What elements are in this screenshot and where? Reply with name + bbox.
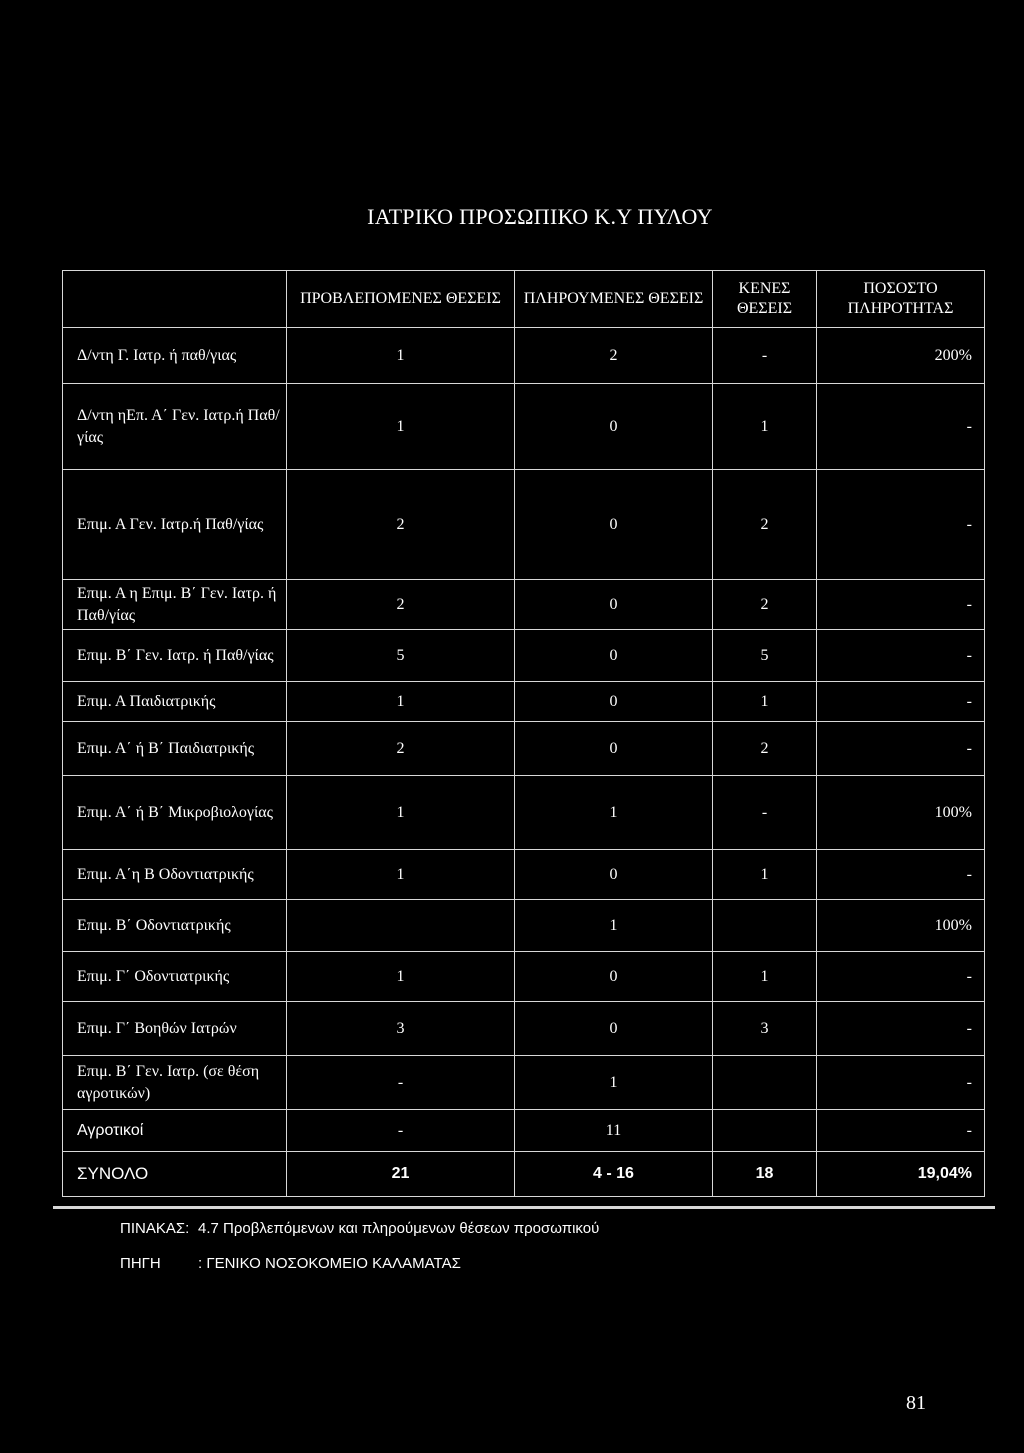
total-label: ΣΥΝΟΛΟ [63, 1152, 287, 1197]
cell-provlepomenes: 2 [287, 580, 515, 630]
table-row [63, 1110, 985, 1152]
cell-pososto: - [817, 470, 985, 580]
cell-plirоumenes: 0 [515, 470, 713, 580]
cell-plirоumenes: 1 [515, 776, 713, 850]
caption-source-label: ΠΗΓΗ [120, 1255, 161, 1272]
cell-provlepomenes: 3 [287, 1002, 515, 1056]
cell-plirоumenes: 1 [515, 900, 713, 952]
cell-pososto: 100% [817, 776, 985, 850]
cell-kenes: 2 [713, 722, 817, 776]
table-row [63, 384, 985, 470]
cell-provlepomenes [287, 900, 515, 952]
cell-kenes: 2 [713, 580, 817, 630]
total-kenes: 18 [713, 1152, 817, 1197]
cell-kenes: 1 [713, 384, 817, 470]
cell-pososto: - [817, 580, 985, 630]
row-label: Επιμ. Γ΄ Οδοντιατρικής [63, 952, 287, 1002]
cell-kenes: 1 [713, 952, 817, 1002]
cell-kenes [713, 900, 817, 952]
row-label: Επιμ. Α Γεν. Ιατρ.ή Παθ/γίας [63, 470, 287, 580]
cell-kenes: 1 [713, 682, 817, 722]
table-row [63, 630, 985, 682]
cell-provlepomenes: 5 [287, 630, 515, 682]
header-label [63, 271, 287, 328]
row-label: Επιμ. Β΄ Οδοντιατρικής [63, 900, 287, 952]
row-label: Επιμ. Β΄ Γεν. Ιατρ. ή Παθ/γίας [63, 630, 287, 682]
cell-provlepomenes: 1 [287, 384, 515, 470]
cell-plirоumenes: 0 [515, 682, 713, 722]
row-label: Επιμ. Α΄ ή Β΄ Παιδιατρικής [63, 722, 287, 776]
total-plirоumenes: 4 - 16 [515, 1152, 713, 1197]
cell-pososto: - [817, 1056, 985, 1110]
table-caption [120, 1220, 599, 1237]
table-header-row [63, 271, 985, 328]
cell-plirоumenes: 0 [515, 1002, 713, 1056]
cell-plirоumenes: 0 [515, 850, 713, 900]
table-row [63, 682, 985, 722]
cell-provlepomenes: 1 [287, 952, 515, 1002]
cell-pososto: - [817, 952, 985, 1002]
header-provlepomenes: ΠΡΟΒΛΕΠΟΜΕΝΕΣ ΘΕΣΕΙΣ [287, 271, 515, 328]
cell-kenes [713, 1110, 817, 1152]
table-bottom-rule [53, 1206, 995, 1209]
row-label: Δ/ντη Γ. Ιατρ. ή παθ/γιας [63, 328, 287, 384]
table-row [63, 1056, 985, 1110]
source-caption [120, 1255, 461, 1272]
table-row [63, 850, 985, 900]
row-label: Επιμ. Α΄ ή Β΄ Μικροβιολογίας [63, 776, 287, 850]
cell-kenes: - [713, 776, 817, 850]
row-label: Επιμ. Α΄η Β Οδοντιατρικής [63, 850, 287, 900]
cell-kenes: 2 [713, 470, 817, 580]
staff-table-container [62, 270, 984, 1197]
cell-provlepomenes: 1 [287, 682, 515, 722]
cell-provlepomenes: 2 [287, 722, 515, 776]
cell-plirоumenes: 0 [515, 630, 713, 682]
cell-pososto: - [817, 384, 985, 470]
cell-plirоumenes: 2 [515, 328, 713, 384]
header-pososto: ΠΟΣΟΣΤΟ ΠΛΗΡΟΤΗΤΑΣ [817, 271, 985, 328]
row-label: Επιμ. Γ΄ Βοηθών Ιατρών [63, 1002, 287, 1056]
cell-kenes: 5 [713, 630, 817, 682]
row-label: Επιμ. Β΄ Γεν. Ιατρ. (σε θέση αγροτικών) [63, 1056, 287, 1110]
cell-plirоumenes: 0 [515, 722, 713, 776]
caption-source-text: : ΓΕΝΙΚΟ ΝΟΣΟΚΟΜΕΙΟ ΚΑΛΑΜΑΤΑΣ [198, 1255, 461, 1272]
row-label: Επιμ. Α Παιδιατρικής [63, 682, 287, 722]
cell-pososto: - [817, 1002, 985, 1056]
table-row [63, 328, 985, 384]
total-row [63, 1152, 985, 1197]
cell-plirоumenes: 11 [515, 1110, 713, 1152]
cell-provlepomenes: 1 [287, 776, 515, 850]
cell-plirоumenes: 1 [515, 1056, 713, 1110]
table-row [63, 776, 985, 850]
staff-table [62, 270, 985, 1197]
cell-plirоumenes: 0 [515, 952, 713, 1002]
table-row [63, 470, 985, 580]
caption-table-text: 4.7 Προβλεπόμενων και πληρούμενων θέσεων προσωπικού [198, 1220, 600, 1237]
table-row [63, 580, 985, 630]
cell-pososto: - [817, 1110, 985, 1152]
caption-table-label: ΠΙΝΑΚΑΣ: [120, 1220, 190, 1237]
cell-pososto: - [817, 630, 985, 682]
header-kenes: ΚΕΝΕΣ ΘΕΣΕΙΣ [713, 271, 817, 328]
cell-provlepomenes: - [287, 1056, 515, 1110]
cell-provlepomenes: 1 [287, 850, 515, 900]
cell-kenes: 3 [713, 1002, 817, 1056]
cell-kenes: 1 [713, 850, 817, 900]
cell-pososto: - [817, 722, 985, 776]
table-row [63, 722, 985, 776]
table-row [63, 952, 985, 1002]
row-label: Δ/ντη ηΕπ. Α΄ Γεν. Ιατρ.ή Παθ/γίας [63, 384, 287, 470]
cell-pososto: 200% [817, 328, 985, 384]
header-plirоumenes: ΠΛΗΡΟΥΜΕΝΕΣ ΘΕΣΕΙΣ [515, 271, 713, 328]
row-label: Επιμ. Α η Επιμ. Β΄ Γεν. Ιατρ. ή Παθ/γίας [63, 580, 287, 630]
page-number: 81 [906, 1392, 926, 1414]
table-row [63, 1002, 985, 1056]
cell-kenes [713, 1056, 817, 1110]
cell-provlepomenes: 1 [287, 328, 515, 384]
cell-provlepomenes: 2 [287, 470, 515, 580]
table-row [63, 900, 985, 952]
cell-pososto: - [817, 682, 985, 722]
total-pososto: 19,04% [817, 1152, 985, 1197]
total-provlepomenes: 21 [287, 1152, 515, 1197]
cell-pososto: 100% [817, 900, 985, 952]
page-title: ΙΑΤΡΙΚΟ ΠΡΟΣΩΠΙΚΟ Κ.Υ ΠΥΛΟΥ [367, 204, 713, 229]
row-label: Αγροτικοί [63, 1110, 287, 1152]
cell-kenes: - [713, 328, 817, 384]
cell-plirоumenes: 0 [515, 580, 713, 630]
cell-plirоumenes: 0 [515, 384, 713, 470]
cell-provlepomenes: - [287, 1110, 515, 1152]
cell-pososto: - [817, 850, 985, 900]
